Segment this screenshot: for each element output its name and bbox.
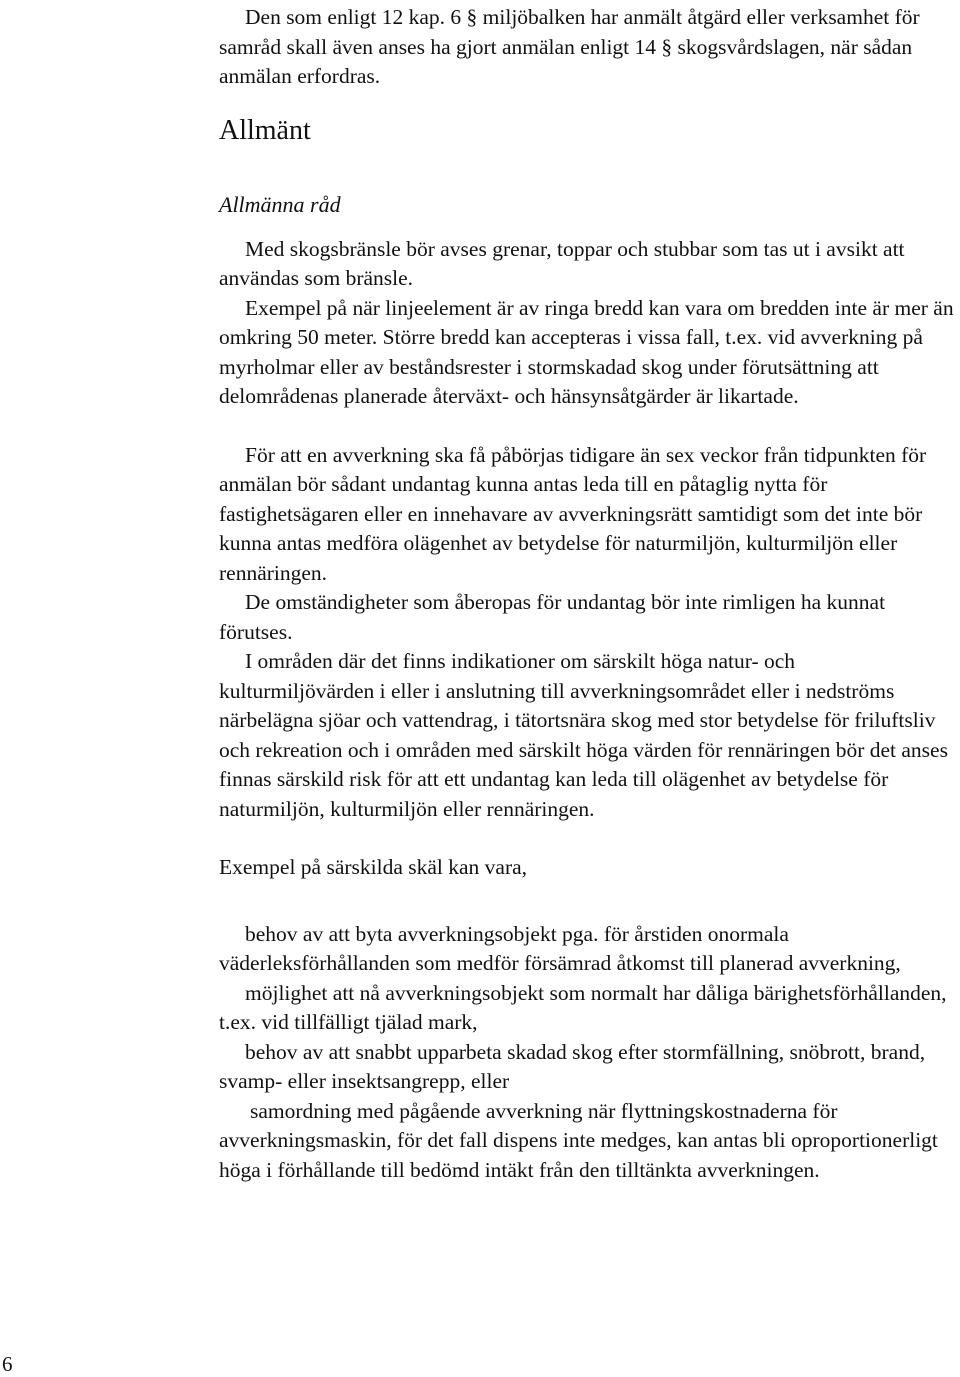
example-item: möjlighet att nå avverkningsobjekt som normalt har dåliga bärighetsförhållanden, t.ex. vid tillfälligt tjälad mark, xyxy=(219,980,947,1034)
example-item: samordning med pågående avverkning när flyttningskostnaderna för avverkningsmaskin, för det fall dispens inte medges, kan antas bli oproportionerligt höga i förhållande till bedömd intäkt från den tilltänkta avverkningen. xyxy=(219,1098,938,1182)
document-page xyxy=(219,0,954,1185)
example-item: behov av att byta avverkningsobjekt pga. för årstiden onormala väderleksförhållanden som medför försämrad åtkomst till planerad avverkning, xyxy=(219,921,901,975)
example-item: behov av att snabbt upparbeta skadad skog efter stormfällning, snöbrott, brand, svamp- eller insektsangrepp, eller xyxy=(219,1039,926,1093)
paragraph-circumstances: De omständigheter som åberopas för undantag bör inte rimligen ha kunnat förutses. xyxy=(219,590,886,644)
intro-paragraph: Den som enligt 12 kap. 6 § miljöbalken har anmält åtgärd eller verksamhet för samråd skall även anses ha gjort anmälan enligt 14 § skogsvårdslagen, när sådan anmälan erfordras. xyxy=(219,5,920,88)
examples-intro: Exempel på särskilda skäl kan vara, xyxy=(219,855,528,879)
paragraph-line-elements: Exempel på när linjeelement är av ringa bredd kan vara om bredden inte är mer än omkring 50 meter. Större bredd kan accepteras i vissa fall, t.ex. vid avverkning på myrholmar eller av beståndsrester i stormskadad skog under förutsättning att delområdenas planerade återväxt- och hänsynsåtgärder är likartade. xyxy=(219,295,954,408)
section-heading: Allmänt xyxy=(219,114,311,146)
paragraph-high-values: I områden där det finns indikationer om särskilt höga natur- och kulturmiljövärden i eller i anslutning till avverkningsområdet eller i nedströms närbelägna sjöar och vattendrag, i tätortsnära skog med stor betydelse för friluftsliv och rekreation och i områden med särskilt höga värden för rennäringen bör det anses finnas särskild risk för att ett undantag kan leda till olägenhet av betydelse för naturmiljön, kulturmiljön eller rennäringen. xyxy=(219,649,948,821)
paragraph-fuel: Med skogsbränsle bör avses grenar, toppar och stubbar som tas ut i avsikt att användas som bränsle. xyxy=(219,236,905,290)
paragraph-early-start: För att en avverkning ska få påbörjas tidigare än sex veckor från tidpunkten för anmälan bör sådant undantag kunna antas leda till en påtaglig nytta för fastighetsägaren eller en innehavare av avverkningsrätt samtidigt som det inte bör kunna antas medföra olägenhet av betydelse för naturmiljön, kulturmiljön eller rennäringen. xyxy=(219,442,927,585)
section-subheading: Allmänna råd xyxy=(219,191,341,217)
page-number: 6 xyxy=(2,1352,13,1376)
